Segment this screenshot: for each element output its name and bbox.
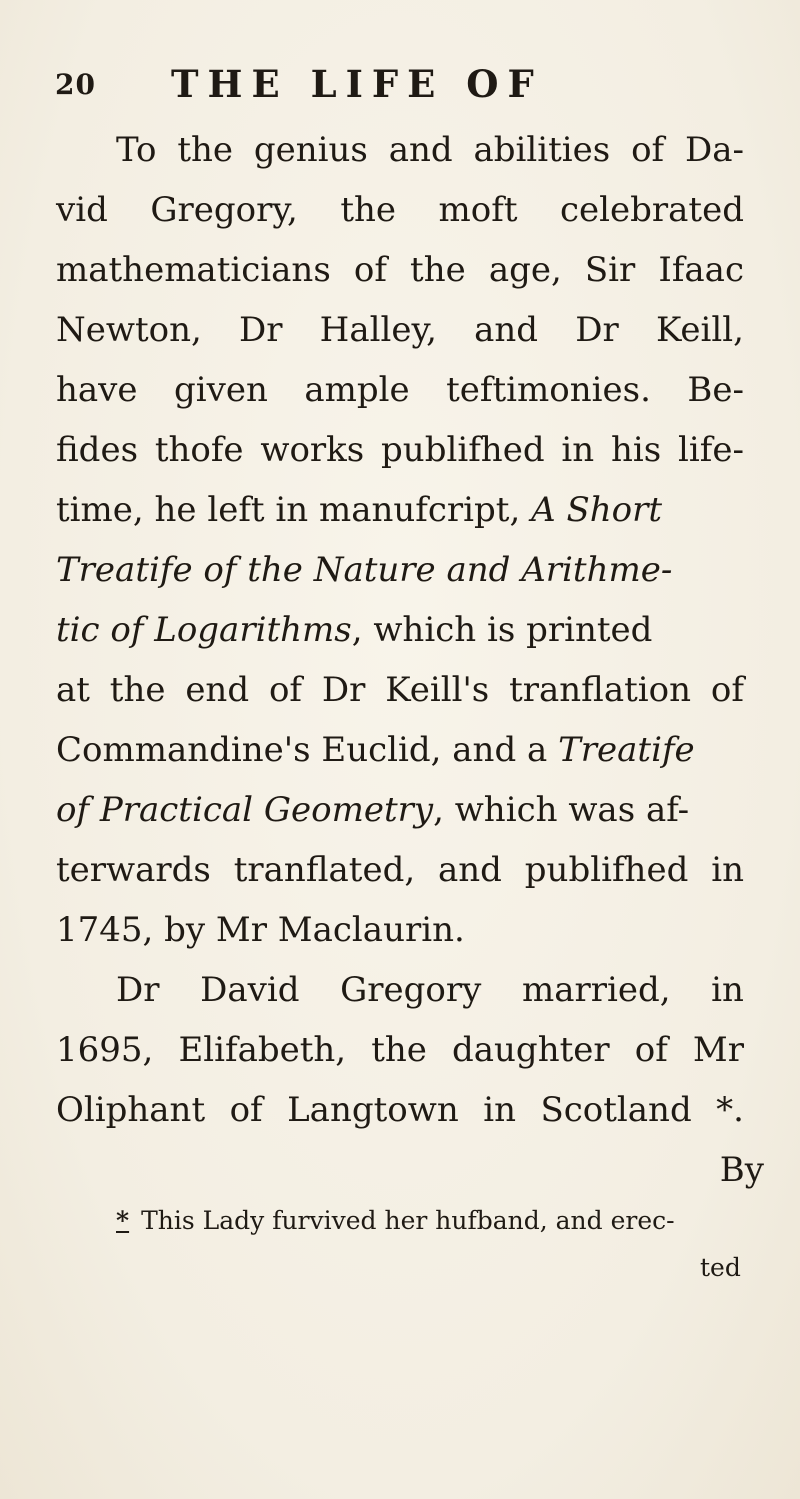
word: his xyxy=(610,430,662,470)
text-segment: time, he left in manufcript, xyxy=(56,490,532,530)
word: the xyxy=(410,250,466,290)
word: fides xyxy=(56,430,139,470)
text-line: 1745, by Mr Maclaurin. xyxy=(56,910,465,950)
text-line xyxy=(56,845,744,895)
word: 1695, xyxy=(56,1030,154,1070)
text-line xyxy=(56,545,672,595)
word: works xyxy=(260,430,365,470)
word: and xyxy=(388,130,453,170)
word: the xyxy=(177,130,234,170)
word: moft xyxy=(438,190,518,230)
book-title-italic: of Practical Geometry xyxy=(56,790,434,830)
text-line xyxy=(116,125,744,175)
word: Keill, xyxy=(655,310,744,350)
word: of xyxy=(229,1090,263,1130)
text-segment: , which is printed xyxy=(351,610,653,650)
text-line xyxy=(56,665,744,715)
word: Sir xyxy=(584,250,636,290)
text-segment: Commandine's Euclid, and a xyxy=(56,730,559,770)
word: tranflated, xyxy=(233,850,416,890)
word: *. xyxy=(716,1090,744,1130)
word: in xyxy=(483,1090,516,1130)
text-line xyxy=(56,785,689,835)
word: at xyxy=(56,670,90,710)
book-title-italic: A Short xyxy=(531,490,663,530)
word: have xyxy=(56,370,138,410)
word: married, xyxy=(521,970,671,1010)
word: Keill's xyxy=(385,670,490,710)
word: life- xyxy=(678,430,744,470)
word: Halley, xyxy=(319,310,437,350)
word: abilities xyxy=(473,130,611,170)
word: Ifaac xyxy=(658,250,744,290)
word: in xyxy=(561,430,595,470)
word: thofe xyxy=(154,430,244,470)
word: Elifabeth, xyxy=(178,1030,347,1070)
word: of xyxy=(634,1030,668,1070)
footnote-continuation: ted xyxy=(700,1253,741,1282)
word: David xyxy=(200,970,300,1010)
catchword: By xyxy=(719,1150,764,1190)
word: given xyxy=(173,370,268,410)
book-title-italic: tic of Logarithms xyxy=(56,610,352,650)
word: age, xyxy=(488,250,562,290)
footnote-mark: * xyxy=(116,1206,130,1235)
word: Dr xyxy=(116,970,160,1010)
word: ample xyxy=(304,370,410,410)
text-line xyxy=(56,485,744,535)
text-line xyxy=(56,365,744,415)
word: in xyxy=(711,970,744,1010)
word: the xyxy=(109,670,166,710)
page-header xyxy=(0,62,800,112)
word: To xyxy=(116,130,157,170)
word: in xyxy=(711,850,744,890)
word: Dr xyxy=(321,670,366,710)
word: the xyxy=(340,190,397,230)
word: the xyxy=(371,1030,427,1070)
word: terwards xyxy=(56,850,211,890)
word: mathematicians xyxy=(56,250,331,290)
word: Oliphant xyxy=(56,1090,206,1130)
word: of xyxy=(353,250,387,290)
word: end xyxy=(185,670,250,710)
text-line xyxy=(116,965,744,1015)
word: Gregory xyxy=(340,970,482,1010)
word: and xyxy=(474,310,539,350)
footnote xyxy=(116,1203,675,1239)
word: Scotland xyxy=(540,1090,692,1130)
text-line xyxy=(56,1025,744,1075)
word: of xyxy=(268,670,303,710)
running-head: THE LIFE OF xyxy=(171,62,543,106)
word: daughter xyxy=(452,1030,610,1070)
text-line xyxy=(56,1085,744,1135)
word: publifhed xyxy=(524,850,689,890)
word: Mr xyxy=(692,1030,744,1070)
word: of xyxy=(631,130,665,170)
page-number: 20 xyxy=(55,68,96,101)
text-line xyxy=(56,725,695,775)
text-line xyxy=(56,185,744,235)
word: Dr xyxy=(238,310,283,350)
text-line xyxy=(56,605,652,655)
book-title-italic: Treatife of the Nature and Arithme- xyxy=(56,550,673,590)
word: celebrated xyxy=(559,190,744,230)
word: publifhed xyxy=(381,430,545,470)
word: genius xyxy=(253,130,368,170)
word: tranflation xyxy=(509,670,692,710)
word: Dr xyxy=(575,310,619,350)
word: vid xyxy=(56,190,108,230)
text-line xyxy=(56,245,744,295)
book-title-italic: Treatife xyxy=(558,730,695,770)
text-line xyxy=(56,425,744,475)
text-segment: , which was af- xyxy=(433,790,690,830)
word: Newton, xyxy=(56,310,202,350)
word: Gregory, xyxy=(150,190,298,230)
word: teftimonies. xyxy=(446,370,651,410)
word: Be- xyxy=(687,370,744,410)
footnote-text: This Lady furvived her hufband, and erec- xyxy=(141,1206,675,1235)
word: Da- xyxy=(684,130,744,170)
text-line xyxy=(56,305,744,355)
word: and xyxy=(438,850,502,890)
word: of xyxy=(710,670,744,710)
word: Langtown xyxy=(287,1090,459,1130)
